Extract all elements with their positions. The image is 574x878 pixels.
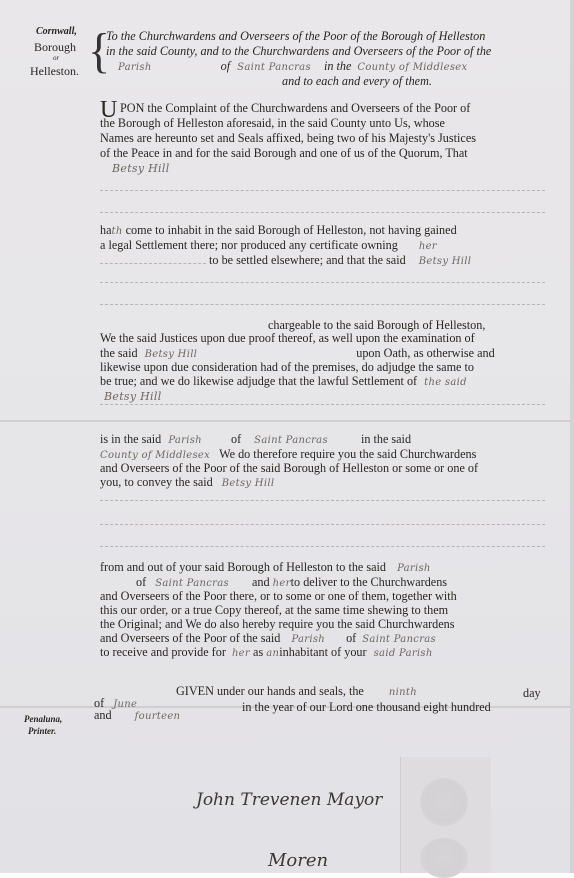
deliver-and: and — [251, 575, 270, 589]
is-in-line — [100, 432, 411, 448]
embossed-seal — [420, 838, 468, 878]
blank-line — [100, 404, 545, 405]
complaint-line-4: of the Peace in and for the said Borough and one of us of the Quorum, That — [100, 146, 468, 160]
complaint-line-3: Names are hereunto set and Seals affixed, being two of his Majesty's Justices — [100, 131, 476, 145]
margin-place: Helleston. — [30, 64, 79, 78]
hand-parish-3: Parish — [397, 563, 431, 574]
address-in-the: in the — [323, 59, 352, 73]
margin-county: Cornwall, — [36, 26, 77, 37]
hath-rest: come to inhabit in the said Borough of Helleston, not having gained — [125, 223, 457, 237]
blank-line — [100, 500, 545, 501]
address-line-4: and to each and every of them. — [282, 74, 432, 88]
true-print: be true; and we do likewise adjudge that the lawful Settlement of — [100, 374, 418, 388]
hath-line — [100, 223, 457, 239]
printer-name: Penaluna, — [24, 714, 63, 724]
is-in-of: of — [230, 432, 242, 446]
hand-betsy-2: Betsy Hill — [144, 349, 198, 360]
hand-hath: th — [111, 226, 123, 237]
hand-pancras-3: Saint Pancras — [155, 578, 229, 589]
fold-line — [0, 420, 574, 422]
ov3-print: and Overseers of the Poor of the said — [100, 631, 281, 645]
day-word: day — [523, 686, 541, 700]
blank-line — [100, 282, 545, 283]
settled-print: to be settled elsewhere; and that the said — [209, 253, 406, 267]
chargeable-line: chargeable to the said Borough of Helleston, — [268, 318, 486, 332]
true-line — [100, 374, 467, 390]
receive-print: to receive and provide for — [100, 645, 226, 659]
said-print: the said — [100, 346, 138, 360]
drop-cap: U — [100, 97, 118, 123]
hand-fourteen: fourteen — [134, 711, 181, 722]
hand-her-2: her — [272, 578, 291, 589]
given-line — [176, 684, 417, 700]
given-print: GIVEN under our hands and seals, the — [176, 684, 364, 698]
from-line — [100, 560, 431, 576]
of-print: of — [136, 575, 147, 589]
blank-line — [100, 190, 545, 191]
county-rest: We do therefore require you the said Churchwardens — [219, 447, 477, 461]
blank-line — [100, 546, 545, 547]
blank-line — [100, 304, 545, 305]
settled-line — [100, 253, 471, 269]
likewise-line: likewise upon due consideration had of the premises, do adjudge the same to — [100, 360, 474, 374]
hand-parish-2: Parish — [168, 435, 202, 446]
order-line: this our order, or a true Copy thereof, at the same time shewing to them — [100, 603, 449, 617]
and-line — [94, 708, 180, 724]
legal-line — [100, 238, 437, 254]
said-rest: upon Oath, as otherwise and — [356, 346, 495, 360]
deliver-rest: to deliver to the Churchwardens — [290, 575, 448, 589]
overseers-2-line: and Overseers of the Poor there, or to some or one of them, together with — [100, 589, 457, 603]
margin-or: or — [53, 54, 60, 62]
hand-pancras-2: Saint Pancras — [254, 435, 328, 446]
signature-second: Moren — [268, 850, 329, 871]
hand-ninth: ninth — [388, 687, 417, 698]
justices-line: We the said Justices upon due proof thereof, as well upon the examination of — [100, 331, 475, 345]
is-in-end: in the said — [360, 432, 412, 446]
given-of: of — [94, 696, 105, 710]
hand-betsy-4: Betsy Hill — [221, 478, 275, 489]
hath-print: ha — [100, 223, 112, 237]
blank-line — [100, 212, 545, 213]
hand-the-said: the said — [424, 377, 467, 388]
paper-edge — [570, 0, 574, 873]
from-print: from and out of your said Borough of Helleston to the said — [100, 560, 387, 574]
legal-print: a legal Settlement there; nor produced any certificate owning — [100, 238, 398, 252]
hand-county-2: County of Middlesex — [100, 450, 211, 461]
address-line-3 — [106, 59, 467, 75]
printer-label: Printer. — [28, 726, 57, 736]
complaint-line-2: the Borough of Helleston aforesaid, in the said County unto Us, whose — [100, 116, 445, 130]
margin-borough: Borough — [34, 40, 76, 54]
address-of: of — [220, 59, 231, 73]
receive-line — [100, 645, 433, 661]
hand-betsy: Betsy Hill — [418, 256, 472, 267]
hand-name: Betsy Hill — [112, 162, 170, 175]
embossed-seal — [420, 778, 468, 826]
overseers-line: and Overseers of the Poor of the said Borough of Helleston or some or one of — [100, 461, 479, 475]
brace-mark: { — [88, 23, 111, 78]
is-in-print: is in the said — [100, 432, 162, 446]
original-line: the Original; and We do also hereby require you the said Churchwardens — [100, 617, 455, 631]
given-and: and — [94, 708, 112, 722]
complaint-line-1: PON the Complaint of the Churchwardens and Overseers of the Poor of — [120, 101, 471, 115]
hand-june: June — [113, 699, 138, 710]
address-line-2: in the said County, and to the Churchwardens and Overseers of the Poor of the — [106, 44, 492, 58]
hand-county: County of Middlesex — [357, 62, 468, 73]
blank-line — [100, 524, 545, 525]
hand-said-parish: said Parish — [373, 648, 433, 659]
hand-her-3: her — [231, 648, 250, 659]
hand-parish: Parish — [118, 62, 152, 73]
signature-mayor: John Trevenen Mayor — [196, 790, 383, 810]
hand-parish-4: Parish — [291, 634, 326, 645]
receive-rest: inhabitant of your — [279, 645, 367, 659]
hand-an: an — [266, 648, 280, 659]
receive-as: as — [253, 645, 264, 659]
convey-line — [100, 475, 274, 491]
hand-pancras-4: Saint Pancras — [362, 634, 436, 645]
convey-print: you, to convey the said — [100, 475, 213, 489]
ov3-of: of — [346, 631, 357, 645]
year-line: in the year of our Lord one thousand eight hundred — [242, 700, 491, 714]
hand-her: her — [418, 241, 437, 252]
hand-name-3: Betsy Hill — [104, 390, 162, 403]
address-line-1: To the Churchwardens and Overseers of the Poor of the Borough of Helleston — [106, 29, 486, 43]
hand-saint-pancras: Saint Pancras — [237, 62, 311, 73]
